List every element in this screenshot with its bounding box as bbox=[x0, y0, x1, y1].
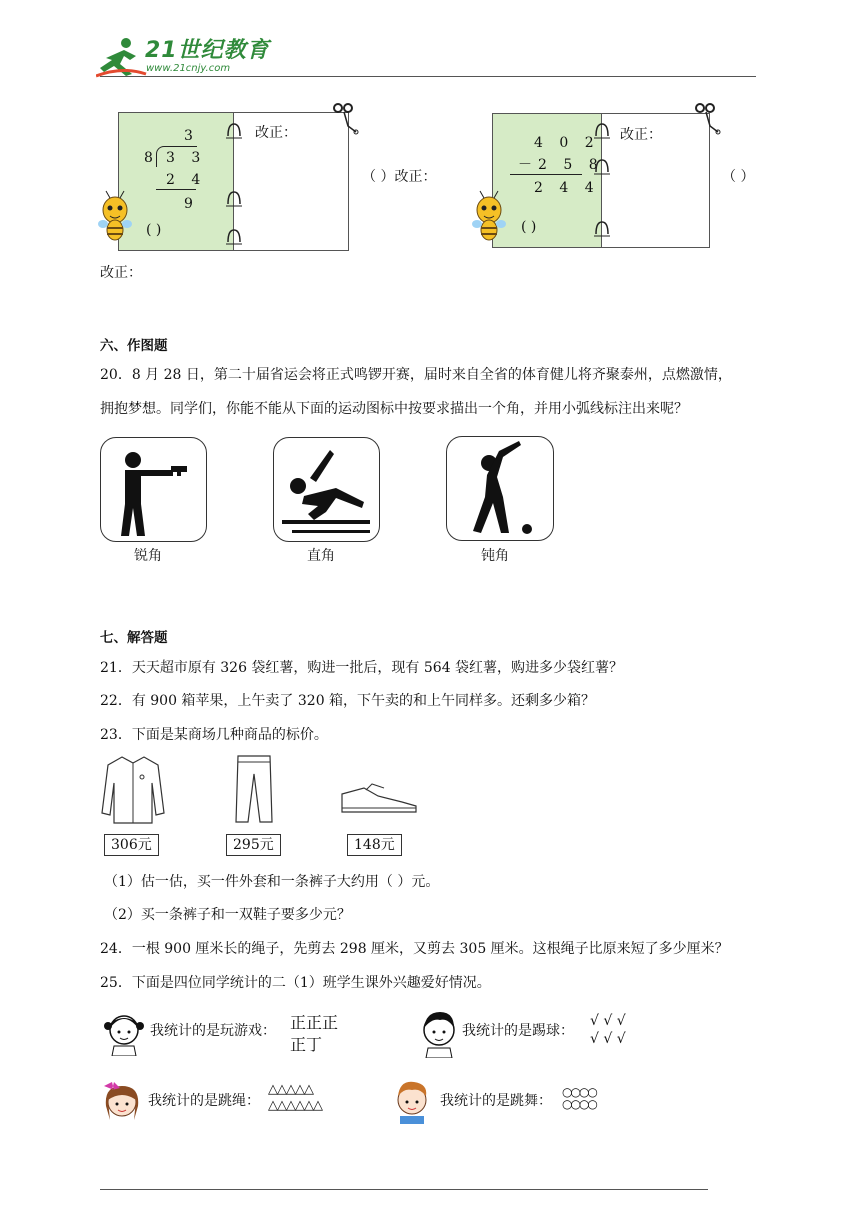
section-7-heading: 七、解答题 bbox=[100, 630, 168, 646]
card-2-line-3: 2 4 4 bbox=[534, 180, 600, 196]
logo-text: 21世纪教育 bbox=[145, 38, 270, 63]
card-1-dividend: 3 3 bbox=[166, 150, 207, 166]
paperclip-icon bbox=[330, 100, 360, 136]
question-23-part-2: （2）买一条裤子和一双鞋子要多少元？ bbox=[104, 907, 351, 923]
question-20-line-2: 拥抱梦想。同学们，你能不能从下面的运动图标中按要求描出一个角，并用小弧线标注出来呢？ bbox=[100, 401, 688, 417]
question-20-line-1: 20．8 月 28 日，第二十届省运会将正式鸣锣开赛，届时来自全省的体育健儿将齐聚泰州，点燃激情， bbox=[100, 367, 732, 383]
jacket-icon bbox=[100, 753, 166, 825]
card-1-fix-label: 改正： bbox=[255, 125, 297, 141]
question-23-part-1: （1）估一估，买一件外套和一条裤子大约用（ ）元。 bbox=[104, 874, 440, 890]
boy-avatar-icon bbox=[418, 1008, 460, 1058]
card-1-answer-blank: ( ) bbox=[146, 222, 162, 238]
question-24: 24．一根 900 厘米长的绳子，先剪去 298 厘米，又剪去 305 厘米。这根绳子比原来短了多少厘米？ bbox=[100, 941, 729, 957]
stat-soccer-tally: √ √ √ √ √ √ bbox=[590, 1013, 626, 1047]
icon-label-obtuse: 钝角 bbox=[481, 548, 509, 564]
price-jacket: 306元 bbox=[104, 834, 159, 856]
card-2-answer-blank: ( ) bbox=[521, 219, 537, 235]
question-23: 23．下面是某商场几种商品的标价。 bbox=[100, 727, 328, 743]
question-25: 25．下面是四位同学统计的二（1）班学生课外兴趣爱好情况。 bbox=[100, 975, 491, 991]
binder-ring-icon bbox=[224, 120, 244, 140]
price-pants: 295元 bbox=[226, 834, 281, 856]
question-22: 22．有 900 箱苹果，上午卖了 320 箱，下午卖的和上午同样多。还剩多少箱？ bbox=[100, 693, 596, 709]
bee-mascot-icon bbox=[98, 190, 132, 246]
footer-divider bbox=[100, 1189, 708, 1190]
price-shoes: 148元 bbox=[347, 834, 402, 856]
stat-games-text: 我统计的是玩游戏： bbox=[150, 1023, 276, 1039]
between-cards-blank: （ ）改正： bbox=[362, 169, 437, 185]
stat-games-tally: 正正正 正丁 bbox=[290, 1013, 339, 1054]
bottom-fix-label: 改正： bbox=[100, 265, 142, 281]
card-2-line-2: －2 5 8 bbox=[518, 157, 604, 173]
stat-soccer-text: 我统计的是踢球： bbox=[462, 1023, 574, 1039]
binder-ring-icon bbox=[224, 188, 244, 208]
logo-url: www.21cnjy.com bbox=[146, 63, 231, 74]
card-1-product: 2 4 bbox=[166, 172, 207, 188]
binder-ring-icon bbox=[592, 156, 612, 176]
binder-ring-icon bbox=[592, 120, 612, 140]
pants-icon bbox=[232, 752, 276, 824]
fencing-fall-icon bbox=[273, 437, 380, 542]
golf-icon bbox=[446, 436, 554, 541]
card-1-divisor: 8 bbox=[144, 150, 159, 166]
section-6-heading: 六、作图题 bbox=[100, 338, 168, 354]
runner-logo-icon bbox=[96, 36, 148, 78]
card-2-rule bbox=[510, 174, 582, 175]
stat-jumprope-text: 我统计的是跳绳： bbox=[148, 1093, 260, 1109]
icon-label-acute: 锐角 bbox=[134, 548, 162, 564]
stat-jumprope-tally: △△△△△ △△△△△△ bbox=[268, 1082, 322, 1113]
card-1-remainder: 9 bbox=[184, 196, 199, 212]
header-divider bbox=[100, 76, 756, 77]
icon-label-right: 直角 bbox=[307, 548, 335, 564]
question-21: 21．天天超市原有 326 袋红薯，购进一批后，现有 564 袋红薯，购进多少袋红薯？ bbox=[100, 660, 624, 676]
stat-dance-text: 我统计的是跳舞： bbox=[440, 1093, 552, 1109]
binder-ring-icon bbox=[224, 226, 244, 246]
girl-avatar-icon bbox=[104, 1010, 144, 1056]
girl-color-avatar-icon bbox=[100, 1080, 144, 1124]
card-2-line-1: 4 0 2 bbox=[534, 135, 600, 151]
stat-dance-tally: ○○○○ ○○○○ bbox=[562, 1085, 596, 1111]
bee-mascot-icon bbox=[472, 190, 506, 246]
right-answer-blank: （ ） bbox=[722, 169, 755, 185]
binder-ring-icon bbox=[592, 218, 612, 238]
shooting-icon bbox=[100, 437, 207, 542]
card-1-quotient: 3 bbox=[184, 128, 199, 144]
boy-color-avatar-icon bbox=[390, 1076, 434, 1124]
card-2-fix-label: 改正： bbox=[620, 127, 662, 143]
sneakers-icon bbox=[338, 778, 420, 818]
paperclip-icon bbox=[692, 100, 722, 136]
card-1-rule bbox=[156, 189, 196, 190]
